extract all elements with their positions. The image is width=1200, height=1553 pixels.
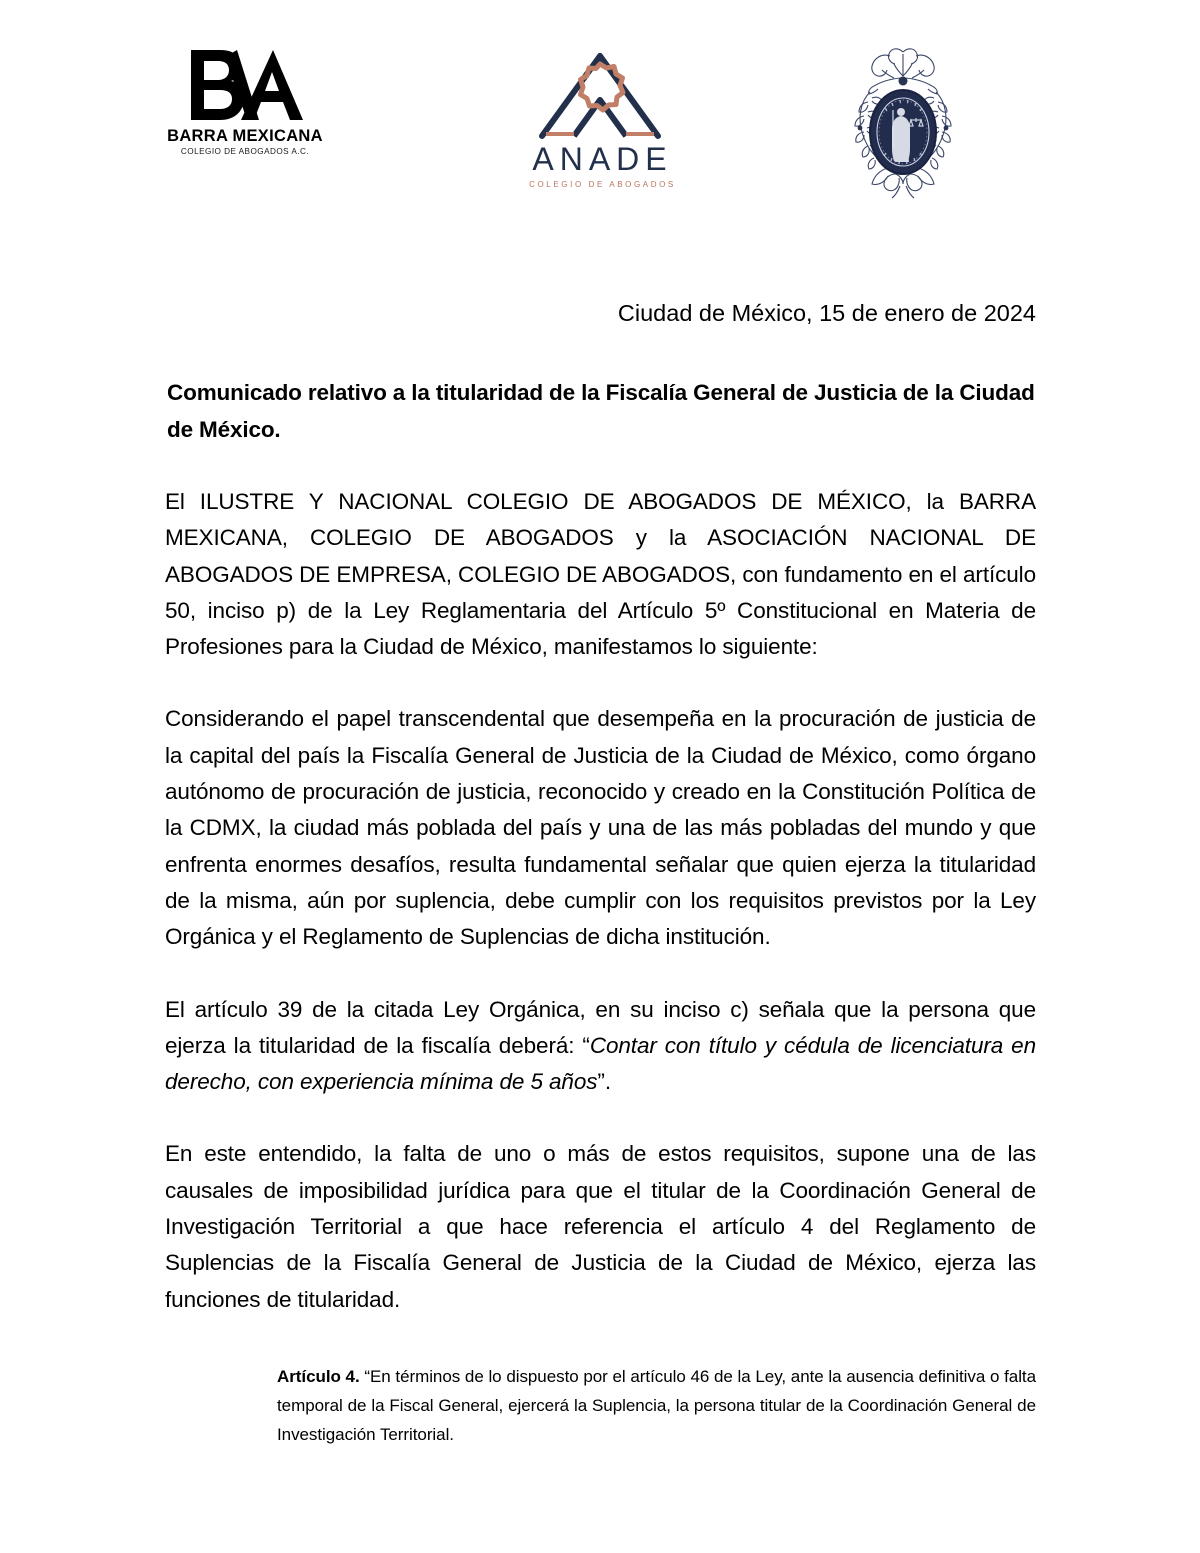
anade-name: ANADE <box>532 141 673 177</box>
paragraph-1: El ILUSTRE Y NACIONAL COLEGIO DE ABOGADOS DE MÉXICO, la BARRA MEXICANA, COLEGIO DE ABOGADOS y la ASOCIACIÓN NACIONAL DE ABOGADOS DE EMPRESA, COLEGIO DE ABOGADOS, con fundamento en el artículo 50, inciso p) de la Ley Reglamentaria del Artículo 5º Constitucional en Materia de Profesiones para la Ciudad de México, manifestamos lo siguiente: <box>165 489 1036 660</box>
bma-subtitle: COLEGIO DE ABOGADOS A.C. <box>180 147 310 157</box>
articulo-4-blockquote <box>165 1318 1036 1449</box>
paragraph-4: En este entendido, la falta de uno o más de estos requisitos, supone una de las causales de imposibilidad jurídica para que el titular de la Coordinación General de Investigación Territorial a que hace referencia el artículo 4 del Reglamento de Suplencias de la Fiscalía General de Justicia de la Ciudad de México, ejerza las funciones de titularidad. <box>165 1141 1036 1312</box>
letterhead <box>0 0 1200 250</box>
paragraph-2: Considerando el papel transcendental que desempeña en la procuración de justicia de la capital del país la Fiscalía General de Justicia de la Ciudad de México, como órgano autónomo de procuración de justicia, reconocido y creado en la Constitución Política de la CDMX, la ciudad más poblada del país y una de las más pobladas del mundo y que enfrenta enormes desafíos, resulta fundamental señalar que quien ejerza la titularidad de la misma, aún por suplencia, debe cumplir con los requisitos previstos por la Ley Orgánica y el Reglamento de Suplencias de dicha institución. <box>165 706 1036 950</box>
dateline: Ciudad de México, 15 de enero de 2024 <box>617 300 1036 326</box>
page-title: Comunicado relativo a la titularidad de la Fiscalía General de Justicia de la Ciudad de México. <box>167 380 1035 442</box>
paragraph-3-with-legal-quote <box>165 956 1036 1101</box>
blockquote-label: Artículo 4. <box>277 1366 360 1386</box>
bma-monogram-icon <box>185 48 305 124</box>
document-body <box>165 296 1036 1449</box>
quote-tail: ”. <box>597 1069 611 1095</box>
bma-name: BARRA MEXICANA <box>167 127 323 145</box>
quote-italic-text: Contar con título y cédula de licenciatura en derecho, con experiencia mínima de 5 años <box>165 1032 1036 1095</box>
blockquote-paragraph <box>277 1362 1036 1449</box>
incam-heraldic-seal-icon <box>838 42 968 202</box>
anade-subtitle: COLEGIO DE ABOGADOS <box>529 180 676 189</box>
logo-barra-mexicana <box>165 48 325 156</box>
quote-lead: El artículo 39 de la citada Ley Orgánica, en su inciso c) señala que la persona que ejerza la titularidad de la fiscalía deberá: “ <box>165 996 1036 1058</box>
logo-incam-seal <box>828 42 978 202</box>
anade-triangle-gear-icon <box>534 50 666 142</box>
blockquote-text: “En términos de lo dispuesto por el artículo 46 de la Ley, ante la ausencia definitiva o falta temporal de la Fiscal General, ejercerá la Suplencia, la persona titular de la Coordinación General de Investigación Territorial. <box>277 1366 1037 1444</box>
logo-anade <box>505 50 695 189</box>
